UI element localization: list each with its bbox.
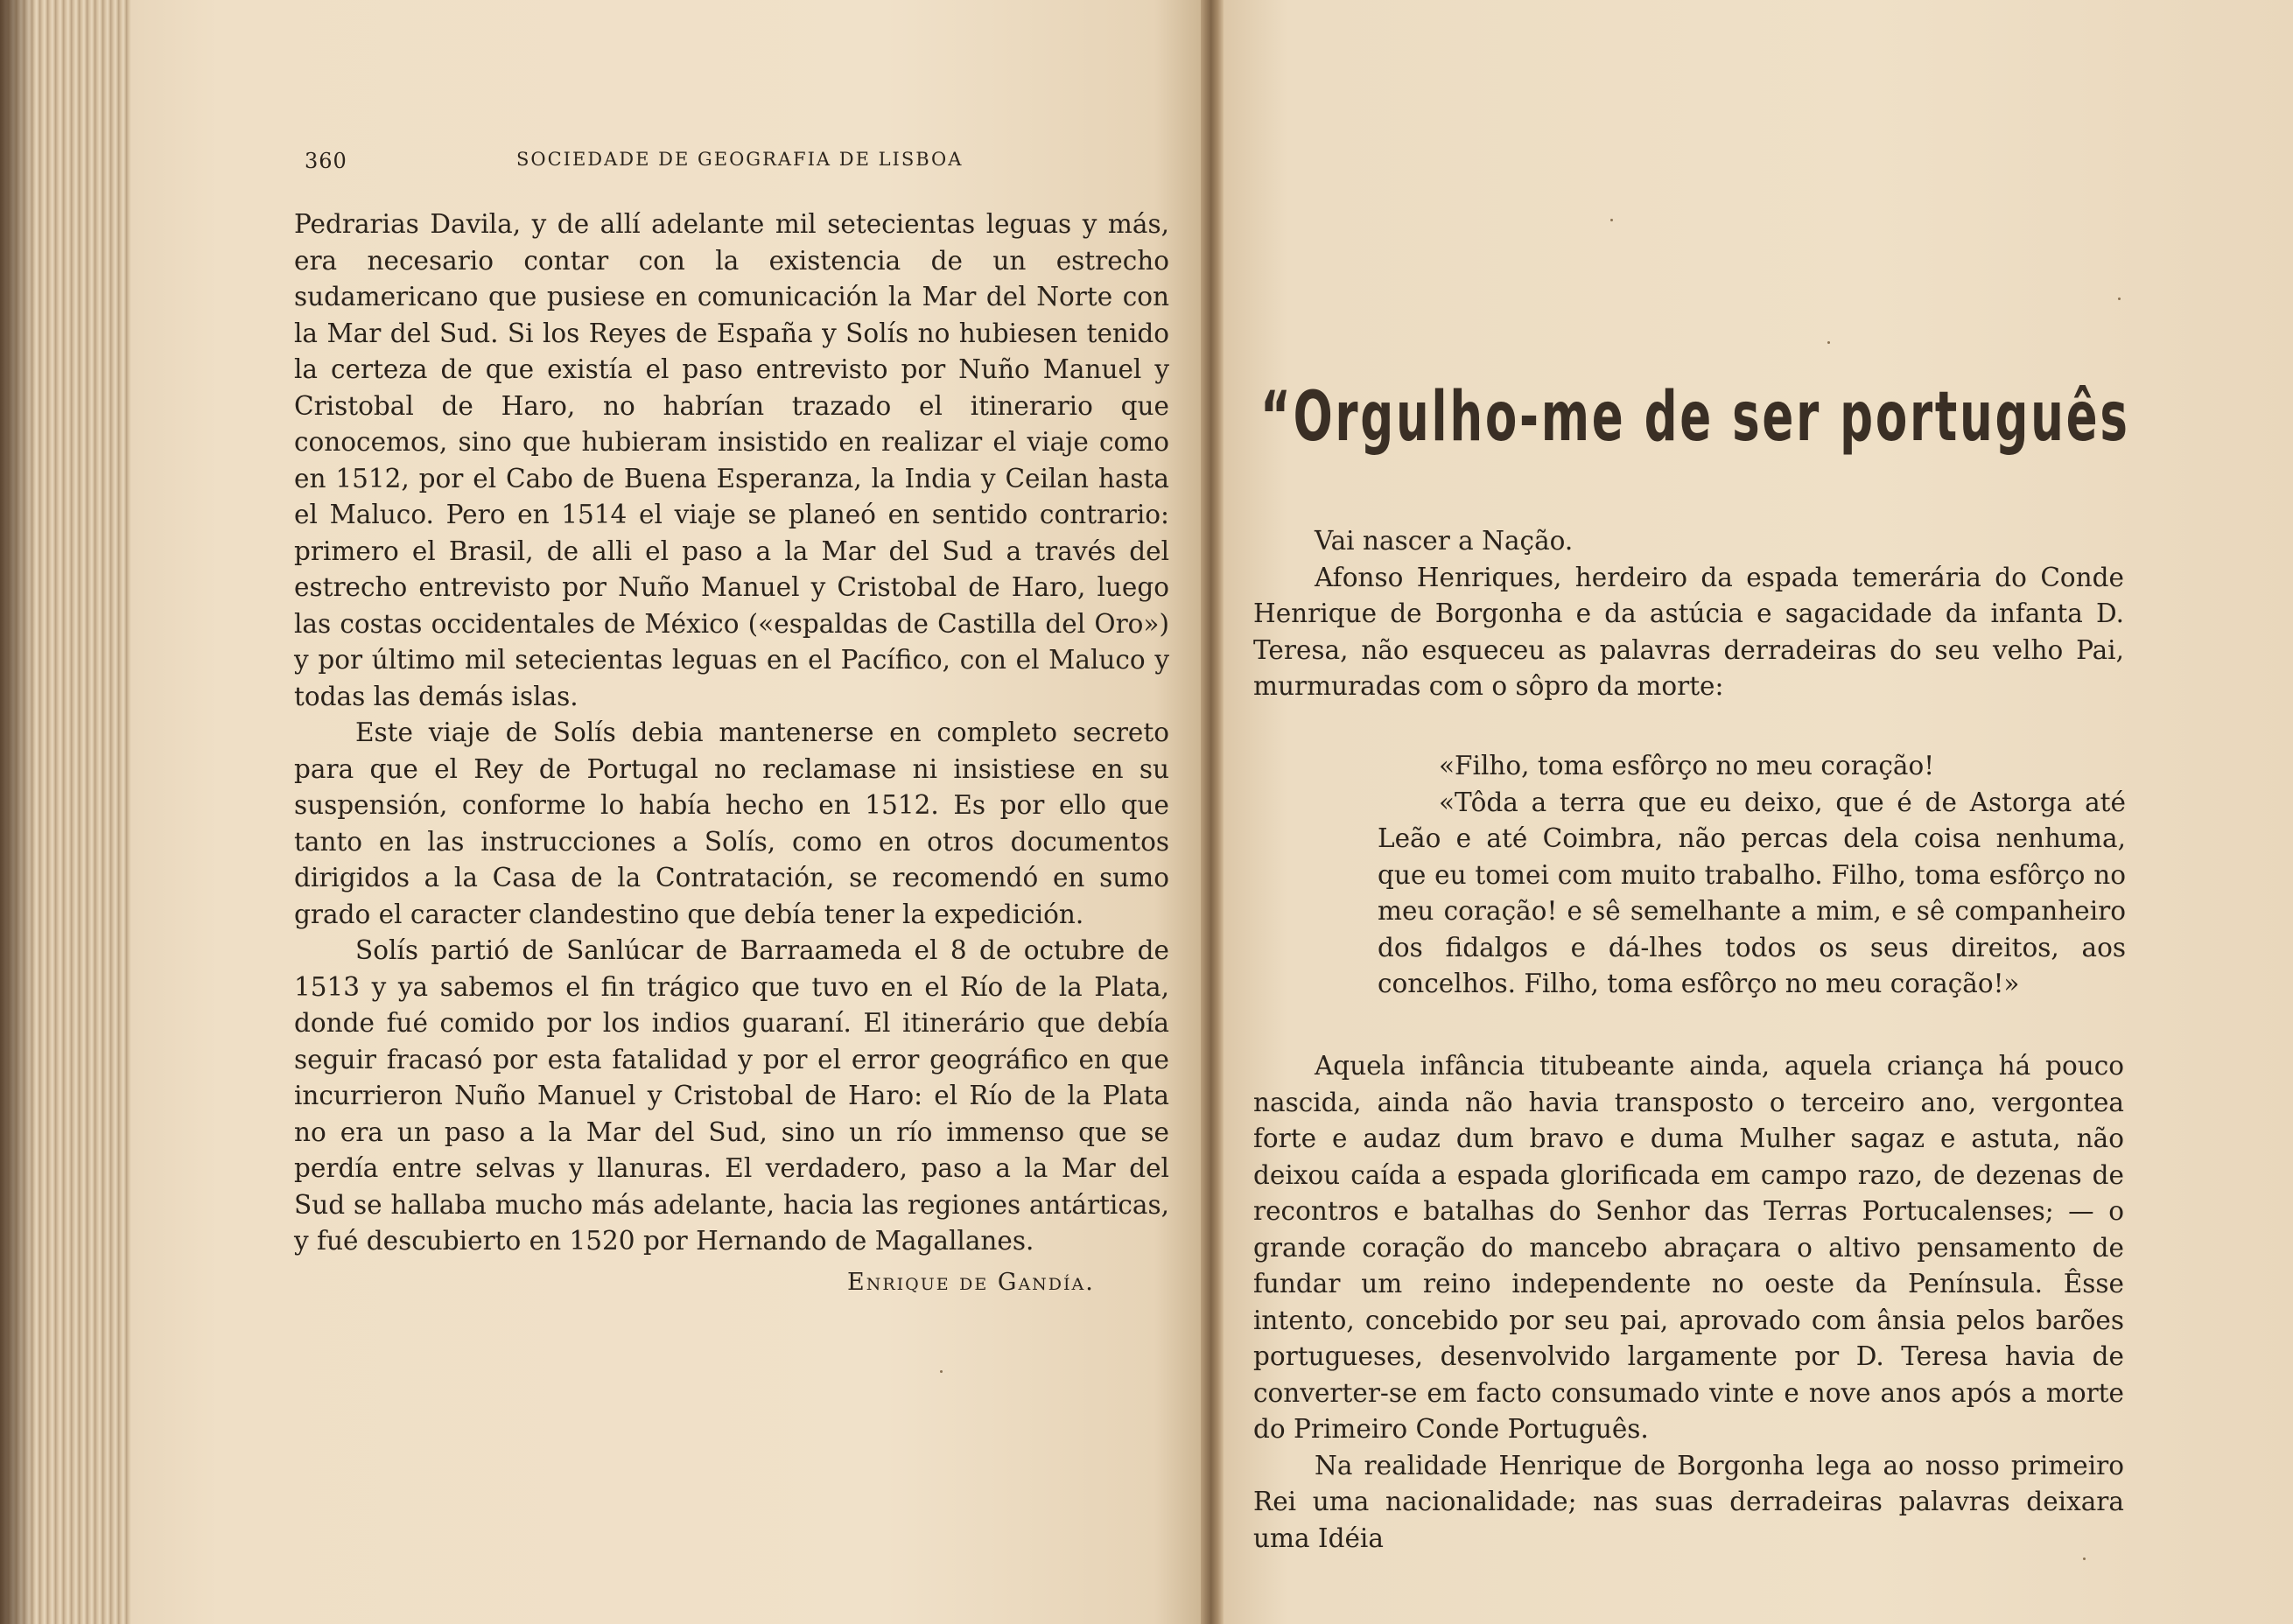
paper-speck: [1827, 341, 1830, 344]
paragraph: Afonso Henriques, herdeiro da espada temerária do Conde Henrique de Borgonha e da astúcia e sagacidade da infanta D. Teresa, não esqueceu as palavras derradeiras do seu velho Pai, murmuradas com o sôpro da morte:: [1253, 562, 2124, 701]
left-body-text: [294, 206, 1169, 1260]
paragraph: Na realidade Henrique de Borgonha lega ao nosso primeiro Rei uma nacionalidade; nas suas derradeiras palavras deixara uma Idéia: [1253, 1450, 2124, 1553]
paper-speck: [2083, 1558, 2086, 1560]
right-body-text: [1253, 1048, 2124, 1557]
right-intro-text: [1253, 523, 2124, 705]
block-quote: [1378, 748, 2126, 1003]
paper-speck: [1610, 219, 1613, 221]
paragraph: Vai nascer a Nação.: [1315, 526, 1574, 556]
quote-paragraph: «Filho, toma esfôrço no meu coração!: [1439, 751, 1935, 780]
paper-speck: [940, 1370, 943, 1373]
page-number: 360: [305, 149, 347, 173]
running-head: SOCIEDADE DE GEOGRAFIA DE LISBOA: [516, 149, 964, 170]
quote-paragraph: «Tôda a terra que eu deixo, que é de Astorga até Leão e até Coimbra, não percas dela coisa nenhuma, que eu tomei com muito trabalho. Filho, toma esfôrço no meu coração! e sê semelhante a mim, e sê companheiro dos fidalgos e dá-lhes todos os seus direitos, aos concelhos. Filho, toma esfôrço no meu coração!»: [1378, 787, 2126, 998]
book-gutter: [1201, 0, 1224, 1624]
paragraph: Aquela infância titubeante ainda, aquela criança há pouco nascida, ainda não havia transposto o terceiro ano, vergontea forte e audaz dum bravo e duma Mulher sagaz e astuta, não deixou caída a espada glorificada em campo razo, de dezenas de recontros e batalhas do Senhor das Terras Portucalenses; — o grande coração do mancebo abraçara o altivo pensamento de fundar um reino independente no oeste da Península. Êsse intento, concebido por seu pai, aprovado com ânsia pelos barões portugueses, desenvolvido largamente por D. Teresa havia de converter-se em facto consumado vinte e nove anos após a morte do Primeiro Conde Português.: [1253, 1051, 2124, 1444]
page-edge-shadow: [0, 0, 35, 1624]
chapter-title: “Orgulho-me de ser português: [1260, 378, 2130, 457]
author-signature: Enrique de Gandía.: [847, 1269, 1095, 1296]
paragraph: Este viaje de Solís debia mantenerse en completo secreto para que el Rey de Portugal no reclamase ni insistiese en su suspensión, conforme lo había hecho en 1512. Es por ello que tanto en las instrucciones a Solís, como en otros documentos dirigidos a la Casa de la Contratación, se recomendó en sumo grado el caracter clandestino que debía tener la expedición.: [294, 718, 1169, 929]
paragraph: Pedrarias Davila, y de allí adelante mil setecientas leguas y más, era necesario contar con la existencia de un estrecho sudamericano que pusiese en comunicación la Mar del Norte con la Mar del Sud. Si los Reyes de España y Solís no hubiesen tenido la certeza de que existía el paso entrevisto por Nuño Manuel y Cristobal de Haro, no habrían trazado el itinerario que conocemos, sino que hubieram insistido en realizar el viaje como en 1512, por el Cabo de Buena Esperanza, la India y Ceilan hasta el Maluco. Pero en 1514 el viaje se planeó en sentido contrario: primero el Brasil, de alli el paso a la Mar del Sud a través del estrecho entrevisto por Nuño Manuel y Cristobal de Haro, luego las costas occidentales de México («espaldas de Castilla del Oro») y por último mil setecientas leguas en el Pacífico, con el Maluco y todas las demás islas.: [294, 209, 1169, 711]
paper-speck: [2118, 298, 2121, 300]
paragraph: Solís partió de Sanlúcar de Barraameda el 8 de octubre de 1513 y ya sabemos el fin trágico que tuvo en el Río de la Plata, donde fué comido por los indios guaraní. El itinerário que debía seguir fracasó por esta fatalidad y por el error geográfico en que incurrieron Nuño Manuel y Cristobal de Haro: el Río de la Plata no era un paso a la Mar del Sud, sino un río immenso que se perdía entre selvas y llanuras. El verdadero, paso a la Mar del Sud se hallaba mucho más adelante, hacia las regiones antárticas, y fué descubierto en 1520 por Hernando de Magallanes.: [294, 935, 1169, 1256]
